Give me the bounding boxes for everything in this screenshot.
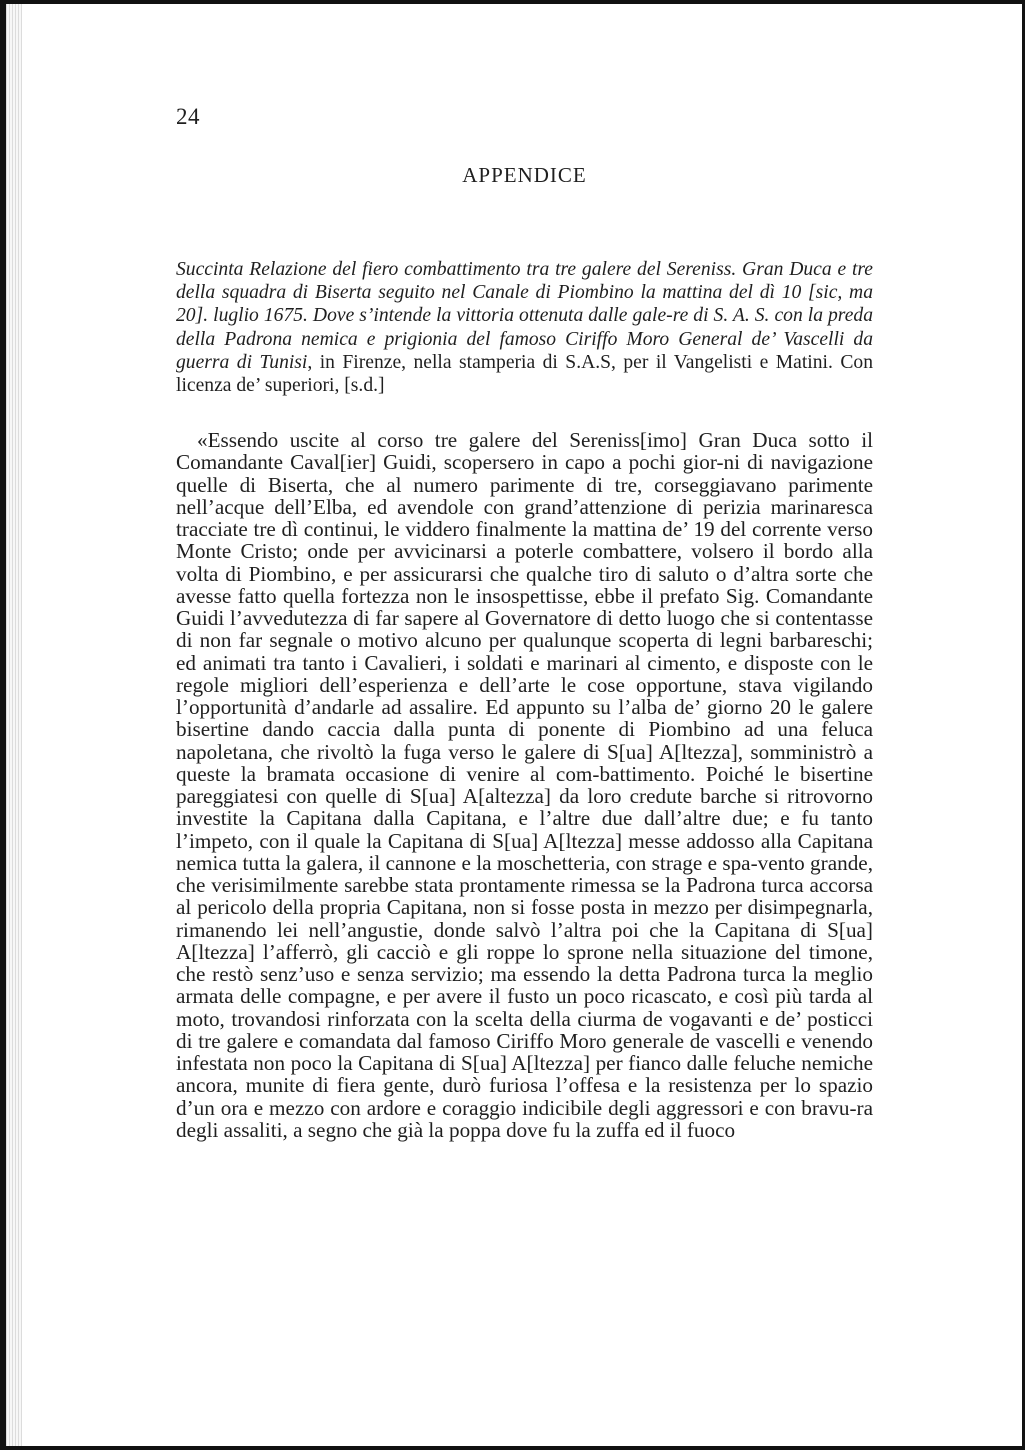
body-text: «Essendo uscite al corso tre galere del Sereniss[imo] Gran Duca sotto il Comandante Caval[ier] Guidi, scopersero in capo a pochi gior-ni di navigazione quelle di Biserta, che al numero parimente di tre, corseggiavano parimente nell’acque dell’Elba, ed avendole con grand’attenzione di perizia marinaresca tracciate tre dì continui, le viddero finalmente la mattina de’ 19 del corrente verso Monte Cristo; onde per avvicinarsi a poterle combattere, volsero il bordo alla volta di Piombino, e per assicurarsi che qualche tiro di saluto o d’altra sorte che avesse fatto quella fortezza non le insospettisse, ebbe il prefato Sig. Comandante Guidi l’avvedutezza di far sapere al Governatore di detto luogo che si contentasse di non far segnale o motivo alcuno per qualunque scoperta di legni barbareschi; ed animati tra tanto i Cavalieri, i soldati e marinari al cimento, e disposte con le regole migliori dell’esperienza e dell’arte le cose opportune, stava vigilando l’opportunità d’andarle ad assalire. Ed appunto su l’alba de’ giorno 20 le galere bisertine dando caccia dalla punta di ponente di Piombino ad una feluca napoletana, che rivoltò la fuga verso le galere di S[ua] A[ltezza], somministrò a queste la bramata occasione di venire al com-battimento. Poiché le bisertine pareggiatesi con quelle di S[ua] A[altezza] da loro credute barche si ritrovorno investite la Capitana dalla Capitana, e l’altre due dall’altre due; e fu tanto l’impeto, con il quale la Capitana di S[ua] A[ltezza] messe addosso alla Capitana nemica tutta la galera, il cannone e la moschetteria, con strage e spa-vento grande, che verisimilmente sarebbe stata prontamente rimessa se la Padrona turca accorsa al pericolo della propria Capitana, non si fosse posta in mezzo per disimpegnarla, rimanendo lei nell’angustie, donde salvò l’altra poi che la Capitana di S[ua] A[ltezza] l’afferrò, gli cacciò e gli roppe lo sprone nella situazione del timone, che restò senz’uso e senza servizio; ma essendo la detta Padrona turca la meglio armata delle compagne, e per avere il fusto un poco ricascato, e così più tarda al moto, trovandosi rinforzata con la scelta della ciurma de vogavanti e de’ posticci di tre galere e comandata dal famoso Ciriffo Moro generale de vascelli e venendo infestata non poco la Capitana di S[ua] A[ltezza] per fianco dalle feluche nemiche ancora, munite di fiera gente, durò furiosa l’offesa e la resistenza per lo spazio d’un ora e mezzo con ardore e coraggio indicibile degli aggressori e con bravu-ra degli assaliti, a segno che già la poppa dove fu la zuffa ed il fuoco [176, 428, 873, 1142]
source-citation [176, 258, 873, 397]
page-number: 24 [176, 104, 200, 129]
section-title: APPENDICE [462, 163, 587, 187]
citation-publisher: , in Firenze, nella stamperia di S.A.S, per il Vangelisti e Matini. Con licenza de’ superiori, [s.d.] [176, 351, 873, 397]
page-stack-edge [6, 4, 22, 1446]
citation-title: Succinta Relazione del fiero combattimento tra tre galere del Sereniss. Gran Duca e tre della squadra di Biserta seguito nel Canale di Piombino la mattina del dì 10 [sic, ma 20]. luglio 1675. Dove s’intende la vittoria ottenuta dalle gale-re di S. A. S. con la preda della Padrona nemica e prigionia del famoso Ciriffo Moro General de’ Vascelli da guerra di Tunisi [176, 259, 873, 373]
body-paragraph [176, 429, 873, 1141]
scan-border-top [0, 0, 1025, 4]
scan-border-bottom [0, 1446, 1025, 1450]
